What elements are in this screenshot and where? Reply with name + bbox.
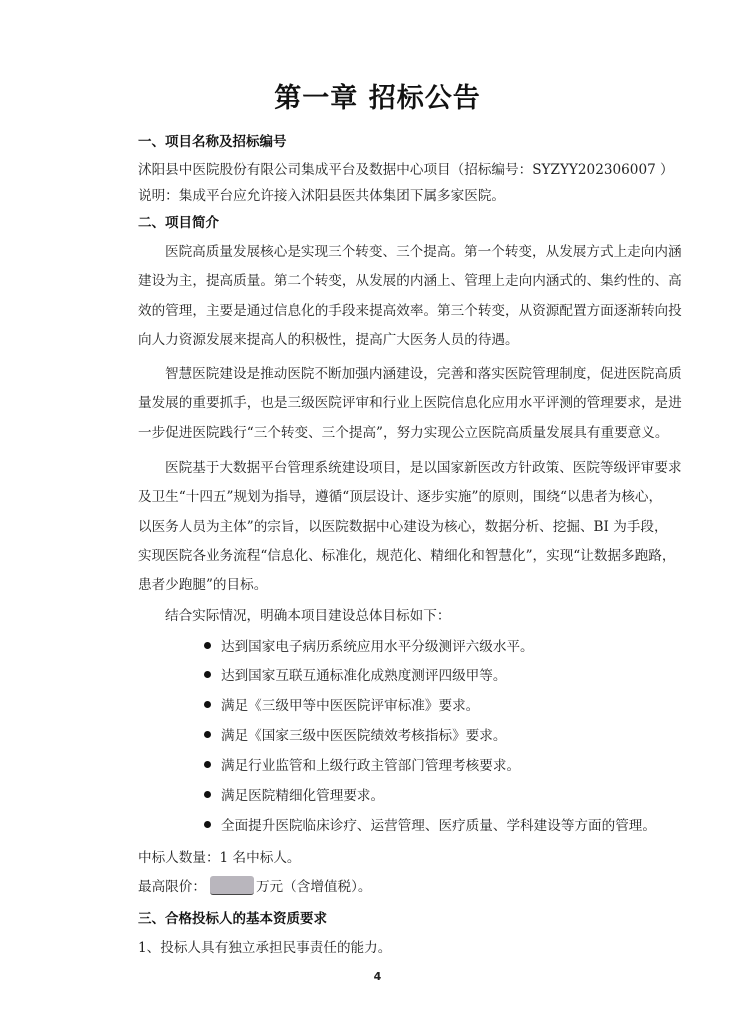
para1-line: 建设为主，提高质量。第二个转变，从发展的内涵上、管理上走向内涵式的、集约性的、高 <box>138 273 682 289</box>
bullet-icon <box>204 671 211 678</box>
goal-item <box>204 814 656 834</box>
goal-text: 达到国家互联互通标准化成熟度测评四级甲等。 <box>221 668 507 684</box>
goal-item <box>204 694 479 714</box>
goal-text: 满足行业监管和上级行政主管部门管理考核要求。 <box>221 758 521 774</box>
max-price-line <box>138 875 372 895</box>
section1-heading: 一、项目名称及招标编号 <box>138 134 287 150</box>
requirement-item: 1、投标人具有独立承担民事责任的能力。 <box>138 940 392 956</box>
para1-line: 效的管理，主要是通过信息化的手段来提高效率。第三个转变，从资源配置方面逐渐转向投 <box>138 303 682 319</box>
page-number: 4 <box>373 970 382 983</box>
note-line: 说明：集成平台应允许接入沭阳县医共体集团下属多家医院。 <box>138 188 506 204</box>
redacted-amount <box>210 876 254 895</box>
para1-line: 医院高质量发展核心是实现三个转变、三个提高。第一个转变，从发展方式上走向内涵 <box>165 244 682 260</box>
para1-line: 向人力资源发展来提高人的积极性，提高广大医务人员的待遇。 <box>138 332 519 348</box>
winner-count: 中标人数量：1 名中标人。 <box>138 850 301 866</box>
goal-item <box>204 664 506 684</box>
goal-text: 满足医院精细化管理要求。 <box>221 788 385 804</box>
goals-intro: 结合实际情况，明确本项目建设总体目标如下： <box>165 608 451 624</box>
bullet-icon <box>204 701 211 708</box>
para2-line: 量发展的重要抓手，也是三级医院评审和行业上医院信息化应用水平评测的管理要求，是进 <box>138 395 682 411</box>
project-name-line: 沭阳县中医院股份有限公司集成平台及数据中心项目（招标编号：SYZYY202306007 ） <box>138 162 674 178</box>
goal-item <box>204 754 520 774</box>
goal-text: 满足《国家三级中医医院绩效考核指标》要求。 <box>221 728 507 744</box>
goal-text: 达到国家电子病历系统应用水平分级测评六级水平。 <box>221 639 534 655</box>
bullet-icon <box>204 821 211 828</box>
section2-heading: 二、项目简介 <box>138 215 219 231</box>
goal-item <box>204 635 534 655</box>
bullet-icon <box>204 761 211 768</box>
para2-line: 智慧医院建设是推动医院不断加强内涵建设，完善和落实医院管理制度，促进医院高质 <box>165 366 682 382</box>
goal-text: 满足《三级甲等中医医院评审标准》要求。 <box>221 698 480 714</box>
goal-item <box>204 724 506 744</box>
para3-line: 及卫生“十四五”规划为指导，遵循“顶层设计、逐步实施”的原则，围绕“以患者为核心， <box>138 489 663 505</box>
para3-line: 以医务人员为主体”的宗旨，以医院数据中心建设为核心，数据分析、挖掘、BI 为手段， <box>138 519 668 535</box>
section3-heading: 三、合格投标人的基本资质要求 <box>138 911 327 927</box>
para2-line: 一步促进医院践行“三个转变、三个提高”，努力实现公立医院高质量发展具有重要意义。 <box>138 425 669 441</box>
para3-line: 实现医院各业务流程“信息化、标准化，规范化、精细化和智慧化”，实现“让数据多跑路， <box>138 548 676 564</box>
bullet-icon <box>204 791 211 798</box>
goal-item <box>204 784 384 804</box>
max-price-label: 最高限价： <box>138 879 206 895</box>
para3-line: 医院基于大数据平台管理系统建设项目，是以国家新医改方针政策、医院等级评审要求 <box>165 460 682 476</box>
page-title: 第一章 招标公告 <box>274 83 481 114</box>
bullet-icon <box>204 731 211 738</box>
para3-line: 患者少跑腿”的目标。 <box>138 577 268 593</box>
bullet-icon <box>204 642 211 649</box>
goal-text: 全面提升医院临床诊疗、运营管理、医疗质量、学科建设等方面的管理。 <box>221 818 656 834</box>
max-price-unit: 万元（含增值税）。 <box>255 879 372 895</box>
